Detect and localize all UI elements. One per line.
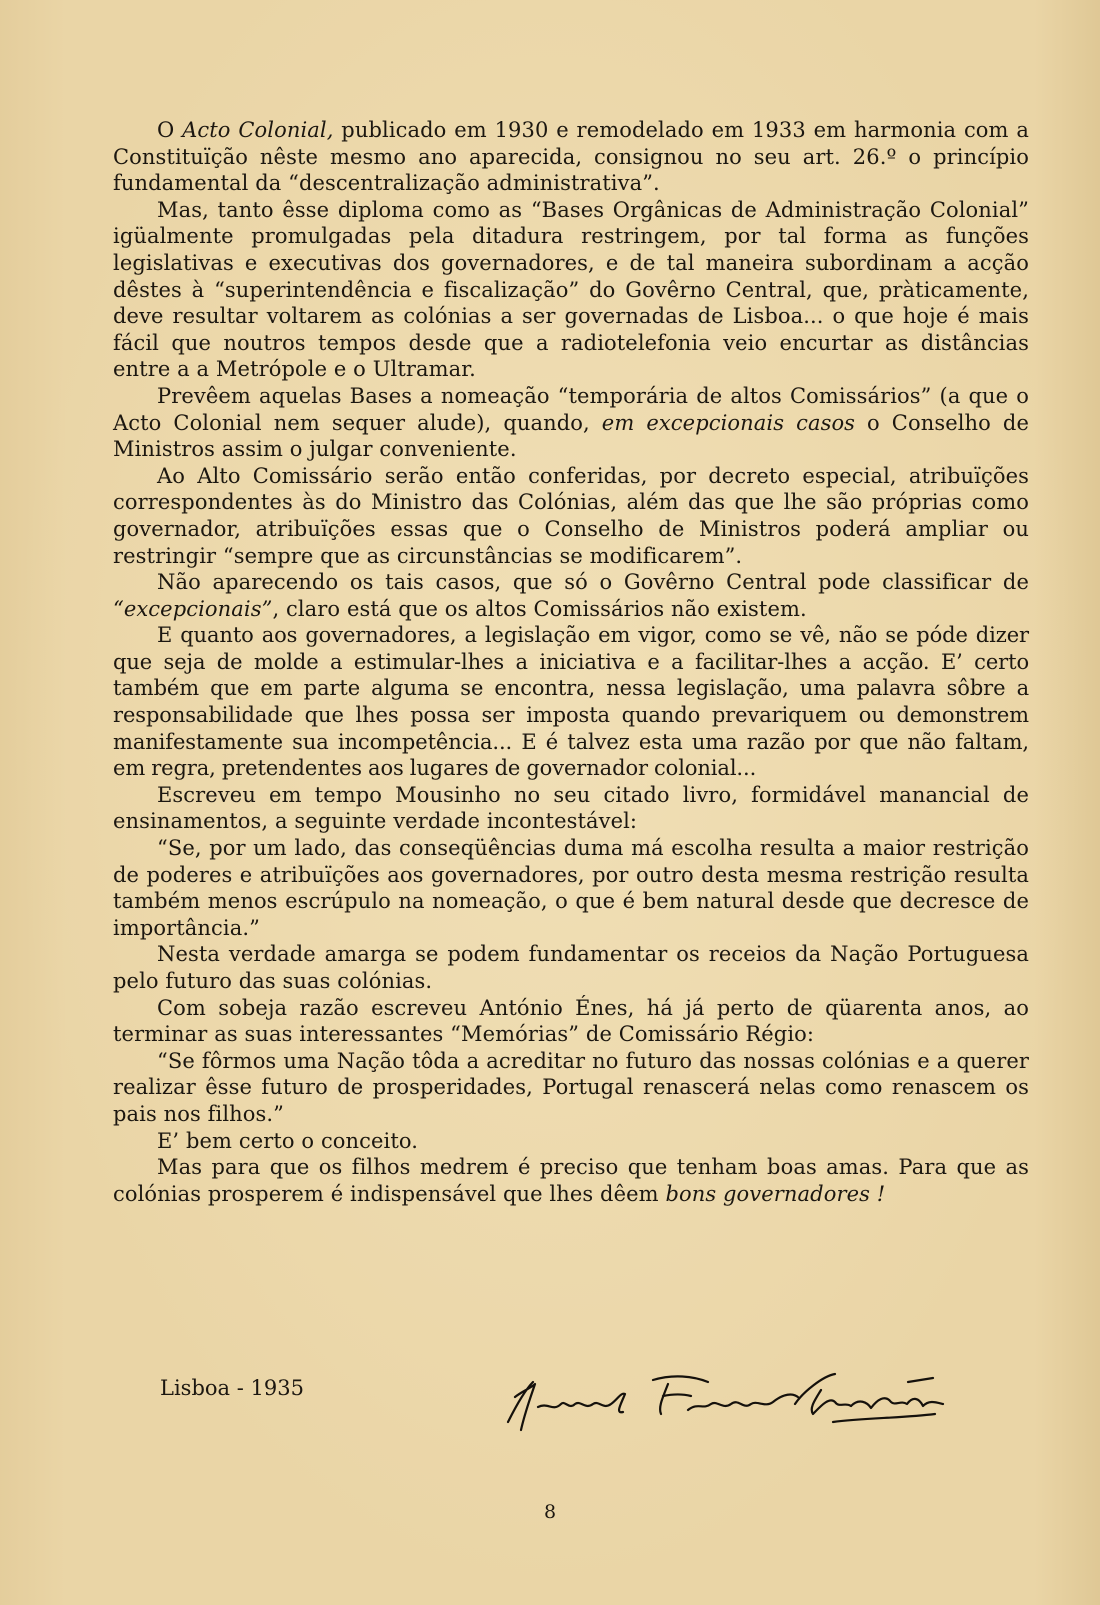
paragraph: Escreveu em tempo Mousinho no seu citado livro, formidável manancial de ensinamentos, a seguinte verdade incontestável: <box>113 782 1029 834</box>
italic-phrase: em excepcionais casos <box>601 410 856 435</box>
paragraph: E’ bem certo o conceito. <box>157 1128 419 1153</box>
italic-phrase: bons governadores ! <box>665 1181 886 1206</box>
place-and-date: Lisboa - 1935 <box>160 1376 304 1400</box>
paragraph: Não aparecendo os tais casos, que só o Govêrno Central pode classificar de “excepcionais”, claro está que os altos Comissários não existem. <box>113 570 1029 621</box>
paragraph: O Acto Colonial, publicado em 1930 e remodelado em 1933 em harmonia com a Constituïção nêste mesmo ano aparecida, consignou no seu art. 26.º o princípio fundamental da “descentralização administrativa”. <box>113 118 1029 196</box>
paragraph: Mas para que os filhos medrem é preciso que tenham boas amas. Para que as colónias prosperem é indispensável que lhes dêem bons governadores ! <box>113 1155 1029 1206</box>
paragraph: Mas, tanto êsse diploma como as “Bases Orgânicas de Administração Colonial” igüalmente promulgadas pela ditadura restringem, por tal forma as funções legislativas e executivas dos governadores, e de tal maneira subordinam a acção dêstes à “superintendência e fiscalização” do Govêrno Central, que, pràticamente, deve resultar voltarem as colónias a ser governadas de Lisboa... o que hoje é mais fácil que noutros tempos desde que a radiotelefonia veio encurtar as distâncias entre a a Metrópole e o Ultramar. <box>113 197 1029 382</box>
italic-title: Acto Colonial, <box>182 118 334 142</box>
italic-phrase: “excepcionais” <box>113 596 273 621</box>
quote-paragraph: “Se, por um lado, das conseqüências duma má escolha resulta a maior restrição de poderes e atribuïções aos governadores, por outro desta mesma restrição resulta também menos escrúpulo na nomeação, o que é bem natural desde que decresce de importância.” <box>113 836 1029 940</box>
paragraph: E quanto aos governadores, a legislação em vigor, como se vê, não se póde dizer que seja de molde a estimular-lhes a iniciativa e a facilitar-lhes a acção. E’ certo também que em parte alguma se encontra, nessa legislação, uma palavra sôbre a responsabilidade que lhes possa ser imposta quando prevariquem ou demonstrem manifestamente sua incompetência... E é talvez esta uma razão por que não faltam, em regra, pretendentes aos lugares de governador colonial... <box>113 623 1029 781</box>
paragraph: Nesta verdade amarga se podem fundamentar os receios da Nação Portuguesa pelo futuro das suas colónias. <box>113 942 1029 993</box>
quote-paragraph: “Se fôrmos uma Nação tôda a acreditar no futuro das nossas colónias e a querer realizar êsse futuro de prosperidades, Portugal renascerá nelas como renascem os pais nos filhos.” <box>113 1048 1029 1126</box>
paragraph: Ao Alto Comissário serão então conferidas, por decreto especial, atribuïções correspondentes às do Ministro das Colónias, além das que lhe são próprias como governador, atribuïções essas que o Conselho de Ministros poderá ampliar ou restringir “sempre que as circunstâncias se modificarem”. <box>113 463 1029 568</box>
handwritten-signature <box>503 1352 953 1447</box>
paragraph: Com sobeja razão escreveu António Énes, há já perto de qüarenta anos, ao terminar as suas interessantes “Memórias” de Comissário Régio: <box>113 995 1029 1047</box>
page-number: 8 <box>543 1501 557 1523</box>
paragraph: Prevêem aquelas Bases a nomeação “temporária de altos Comissários” (a que o Acto Colonial nem sequer alude), quando, em excepcionais casos o Conselho de Ministros assim o julgar conveniente. <box>113 383 1029 462</box>
document-body <box>113 117 1029 1207</box>
